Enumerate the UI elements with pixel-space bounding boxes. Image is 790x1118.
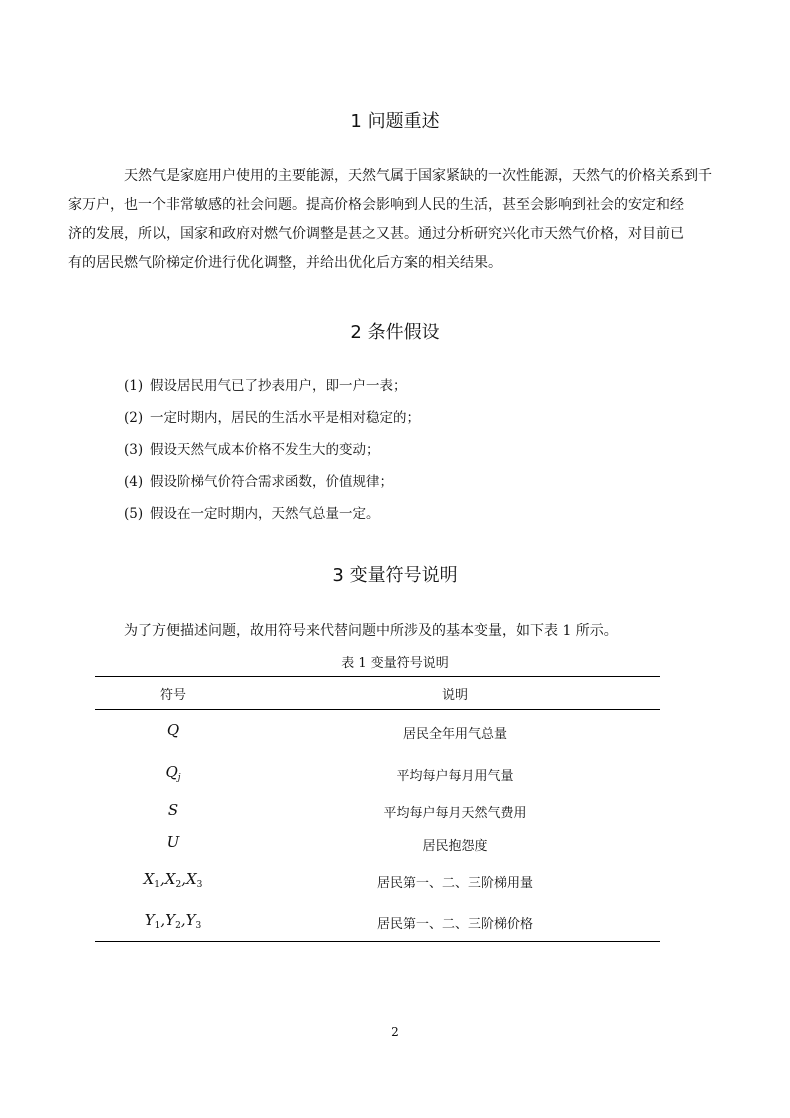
table-caption: 表 1 变量符号说明 [341, 656, 449, 671]
assumption-item [124, 408, 420, 428]
table-cell-symbol: U [166, 833, 180, 851]
table-cell-desc: 居民全年用气总量 [402, 727, 507, 742]
table-header-desc: 说明 [441, 688, 468, 703]
assumption-text: 假设天然气成本价格不发生大的变动； [150, 442, 380, 458]
assumption-item [124, 376, 407, 396]
assumption-number: (5) [124, 506, 144, 522]
assumption-item [124, 472, 393, 492]
paragraph-line: 家万户，也一个非常敏感的社会问题。提高价格会影响到人民的生活，甚至会影响到社会的安定和经 [68, 197, 684, 213]
table-cell-desc: 平均每户每月天然气费用 [383, 806, 527, 821]
paragraph-line: 天然气是家庭用户使用的主要能源，天然气属于国家紧缺的一次性能源，天然气的价格关系到千 [124, 168, 712, 184]
problem-restatement-paragraph [68, 162, 714, 278]
table-header-symbol: 符号 [159, 688, 186, 703]
assumption-item [124, 504, 380, 524]
assumption-text: 一定时期内，居民的生活水平是相对稳定的； [150, 410, 420, 426]
variables-intro: 为了方便描述问题，故用符号来代替问题中所涉及的基本变量，如下表 1 所示。 [124, 623, 618, 639]
table-cell-desc: 居民第一、二、三阶梯用量 [376, 876, 533, 891]
table-cell-desc: 居民抱怨度 [422, 839, 488, 854]
paragraph-line: 有的居民燃气阶梯定价进行优化调整，并给出优化后方案的相关结果。 [68, 255, 502, 271]
assumption-text: 假设在一定时期内，天然气总量一定。 [150, 506, 380, 522]
section-3-title: 3 变量符号说明 [332, 565, 458, 586]
table-cell-symbol: $Y_1,Y_2,Y_3$ [144, 911, 202, 931]
table-cell-symbol: Q [166, 721, 180, 739]
assumption-item [124, 440, 380, 460]
table-top-rule [95, 676, 660, 677]
page-number: 2 [391, 1025, 399, 1039]
table-cell-symbol: $X_1,X_2,X_3$ [143, 870, 203, 890]
assumption-text: 假设阶梯气价符合需求函数，价值规律； [150, 474, 393, 490]
section-1-title: 1 问题重述 [350, 111, 440, 132]
assumption-number: (1) [124, 378, 144, 394]
table-cell-desc: 居民第一、二、三阶梯价格 [376, 917, 533, 932]
section-2-title: 2 条件假设 [350, 322, 440, 343]
table-header-rule [95, 709, 660, 710]
table-cell-desc: 平均每户每月用气量 [396, 769, 514, 784]
assumption-number: (2) [124, 410, 144, 426]
table-cell-symbol: S [167, 801, 179, 819]
assumption-number: (3) [124, 442, 144, 458]
table-bottom-rule [95, 941, 660, 942]
paragraph-line: 济的发展，所以，国家和政府对燃气价调整是甚之又甚。通过分析研究兴化市天然气价格，对目前已 [68, 226, 684, 242]
assumption-text: 假设居民用气已了抄表用户，即一户一表； [150, 378, 407, 394]
assumption-number: (4) [124, 474, 144, 490]
table-cell-symbol: $Q_j$ [165, 763, 181, 783]
